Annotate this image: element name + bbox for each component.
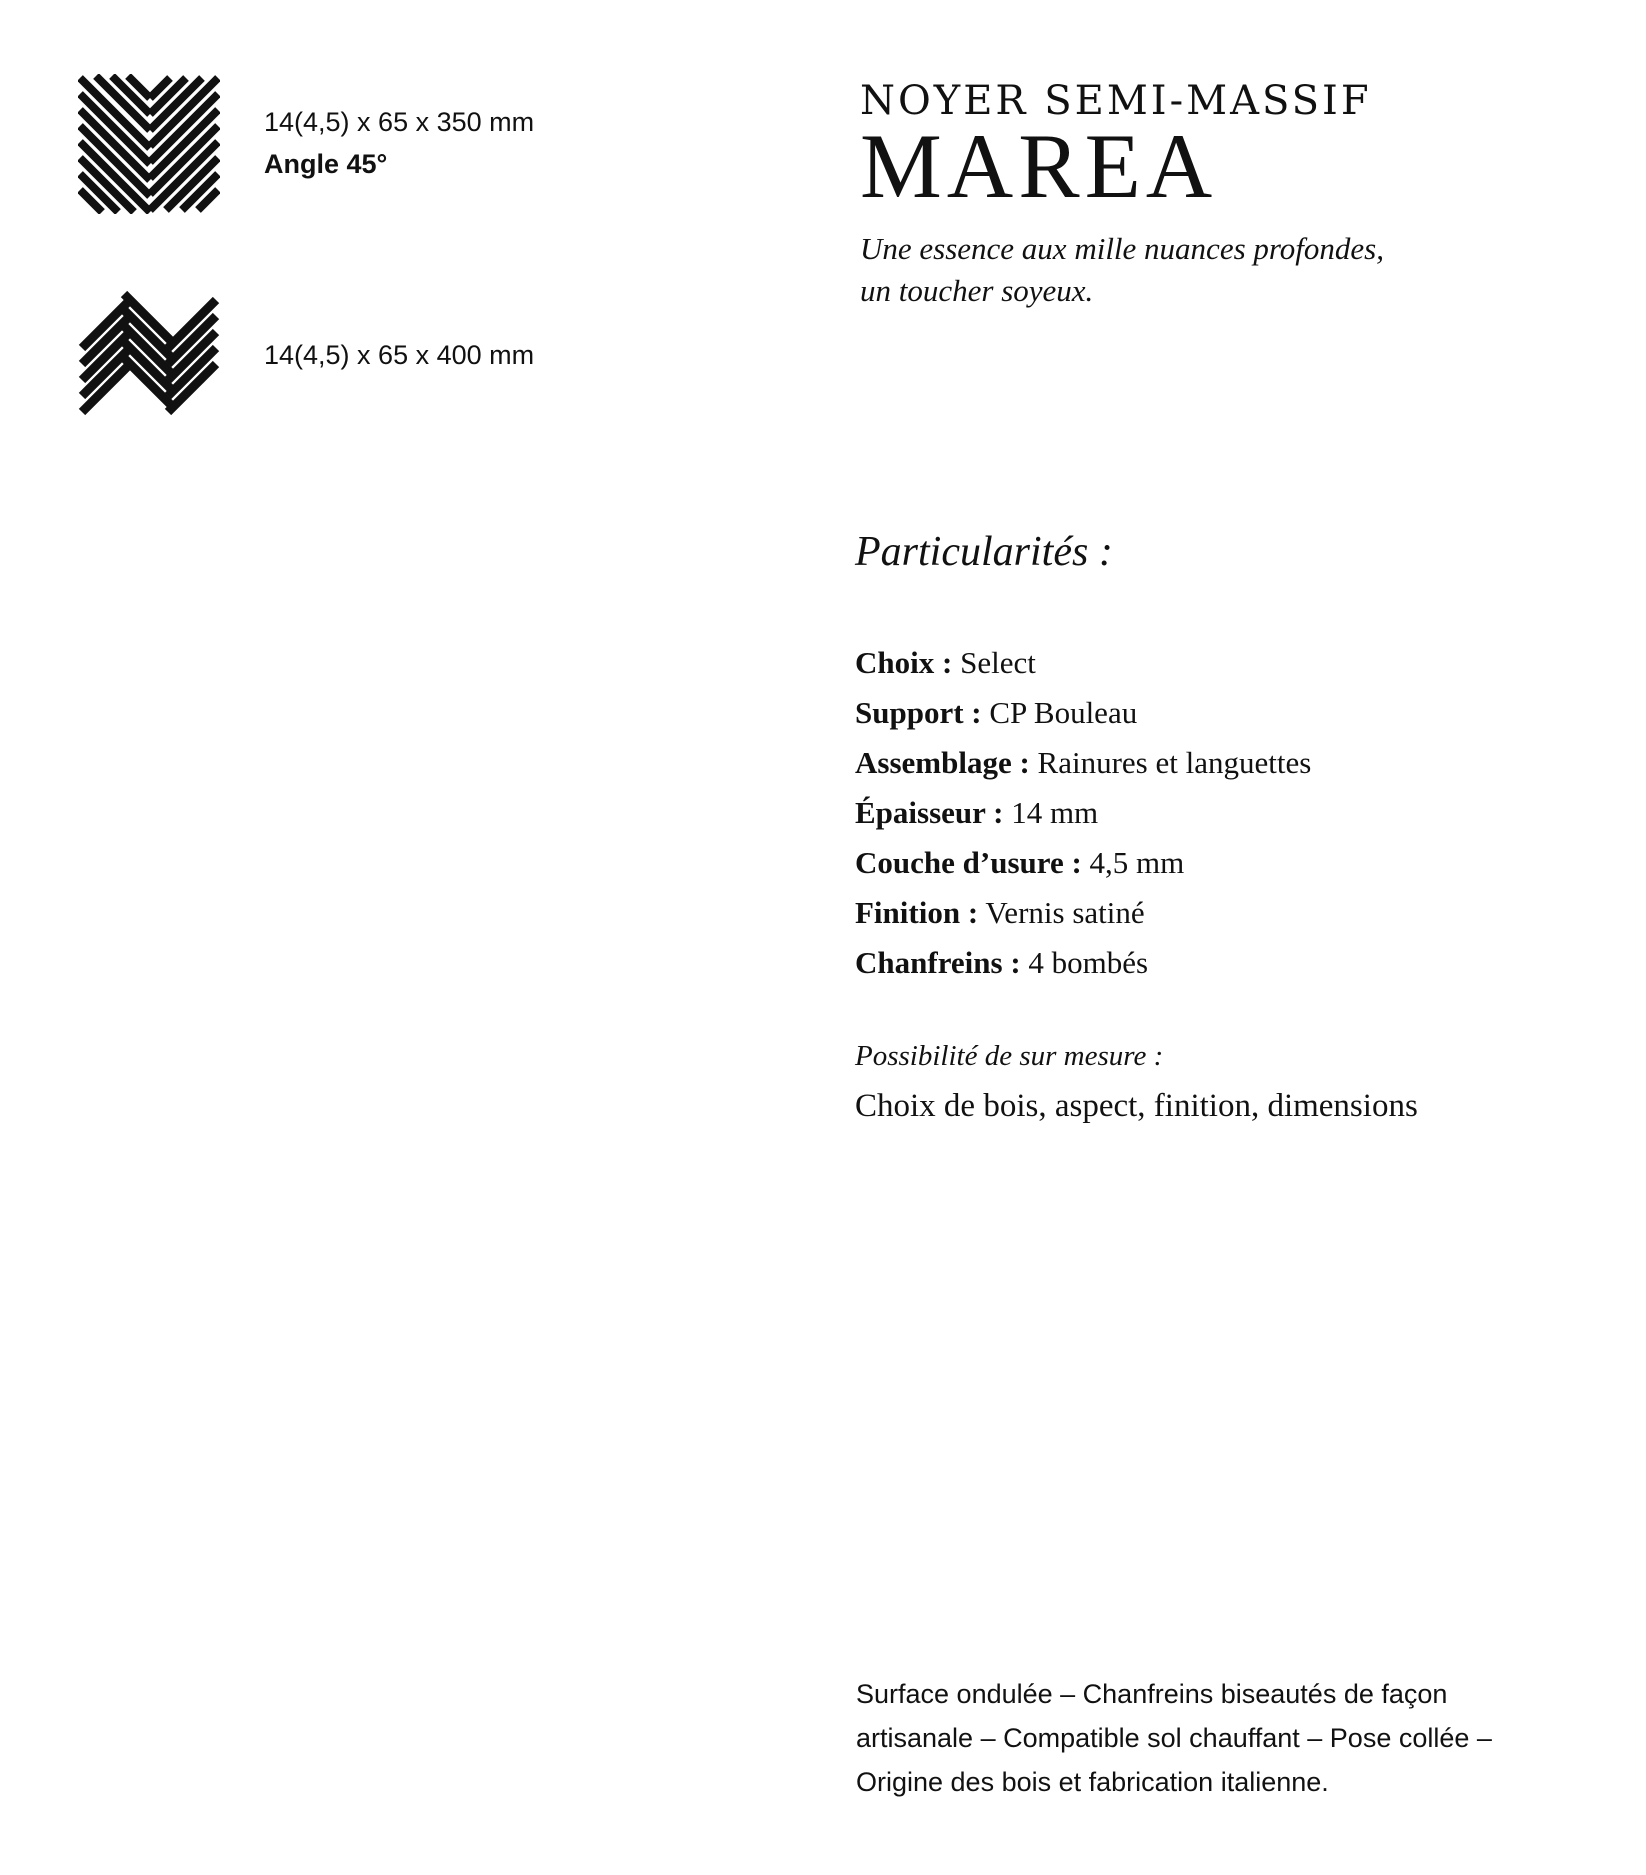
spec-label: Choix : [855, 645, 953, 680]
spec-value: 4 bombés [1028, 945, 1149, 980]
footer-features: Surface ondulée – Chanfreins biseautés de façon artisanale – Compatible sol chauffant – Pose collée – Origine des bois et fabrication italienne. [856, 1679, 1492, 1797]
format-1-angle: Angle 45° [264, 149, 388, 179]
product-title: MAREA [860, 115, 1218, 217]
custom-label: Possibilité de sur mesure : [855, 1040, 1164, 1072]
spec-row-assemblage [855, 738, 1311, 788]
spec-row-couche-usure [855, 838, 1311, 888]
spec-value: Select [960, 645, 1036, 680]
spec-label: Couche d’usure : [855, 845, 1082, 880]
custom-value: Choix de bois, aspect, finition, dimensions [855, 1088, 1418, 1124]
spec-label: Chanfreins : [855, 945, 1021, 980]
spec-value: 4,5 mm [1089, 845, 1185, 880]
format-1-text [264, 101, 534, 185]
spec-value: Vernis satiné [985, 895, 1145, 930]
format-1-dimensions: 14(4,5) x 65 x 350 mm [264, 107, 535, 137]
product-subtitle: NOYER SEMI-MASSIF [860, 78, 1372, 124]
spec-value: 14 mm [1011, 795, 1099, 830]
spec-row-finition [855, 888, 1311, 938]
spec-label: Finition : [855, 895, 979, 930]
particularities-heading: Particularités : [855, 529, 1113, 575]
spec-value: CP Bouleau [989, 695, 1138, 730]
product-tagline: Une essence aux mille nuances profondes, un toucher soyeux. [860, 231, 1384, 308]
spec-label: Support : [855, 695, 982, 730]
herringbone-pattern-icon [78, 288, 220, 420]
spec-row-chanfreins [855, 938, 1311, 988]
chevron-45-pattern-icon [78, 74, 220, 214]
spec-row-support [855, 688, 1311, 738]
spec-row-epaisseur [855, 788, 1311, 838]
product-header [860, 76, 1620, 312]
specs-list [855, 638, 1311, 988]
spec-row-choix [855, 638, 1311, 688]
spec-label: Assemblage : [855, 745, 1030, 780]
spec-value: Rainures et languettes [1037, 745, 1312, 780]
format-2-dimensions: 14(4,5) x 65 x 400 mm [264, 340, 535, 370]
spec-label: Épaisseur : [855, 795, 1004, 830]
format-2-text [264, 334, 534, 376]
